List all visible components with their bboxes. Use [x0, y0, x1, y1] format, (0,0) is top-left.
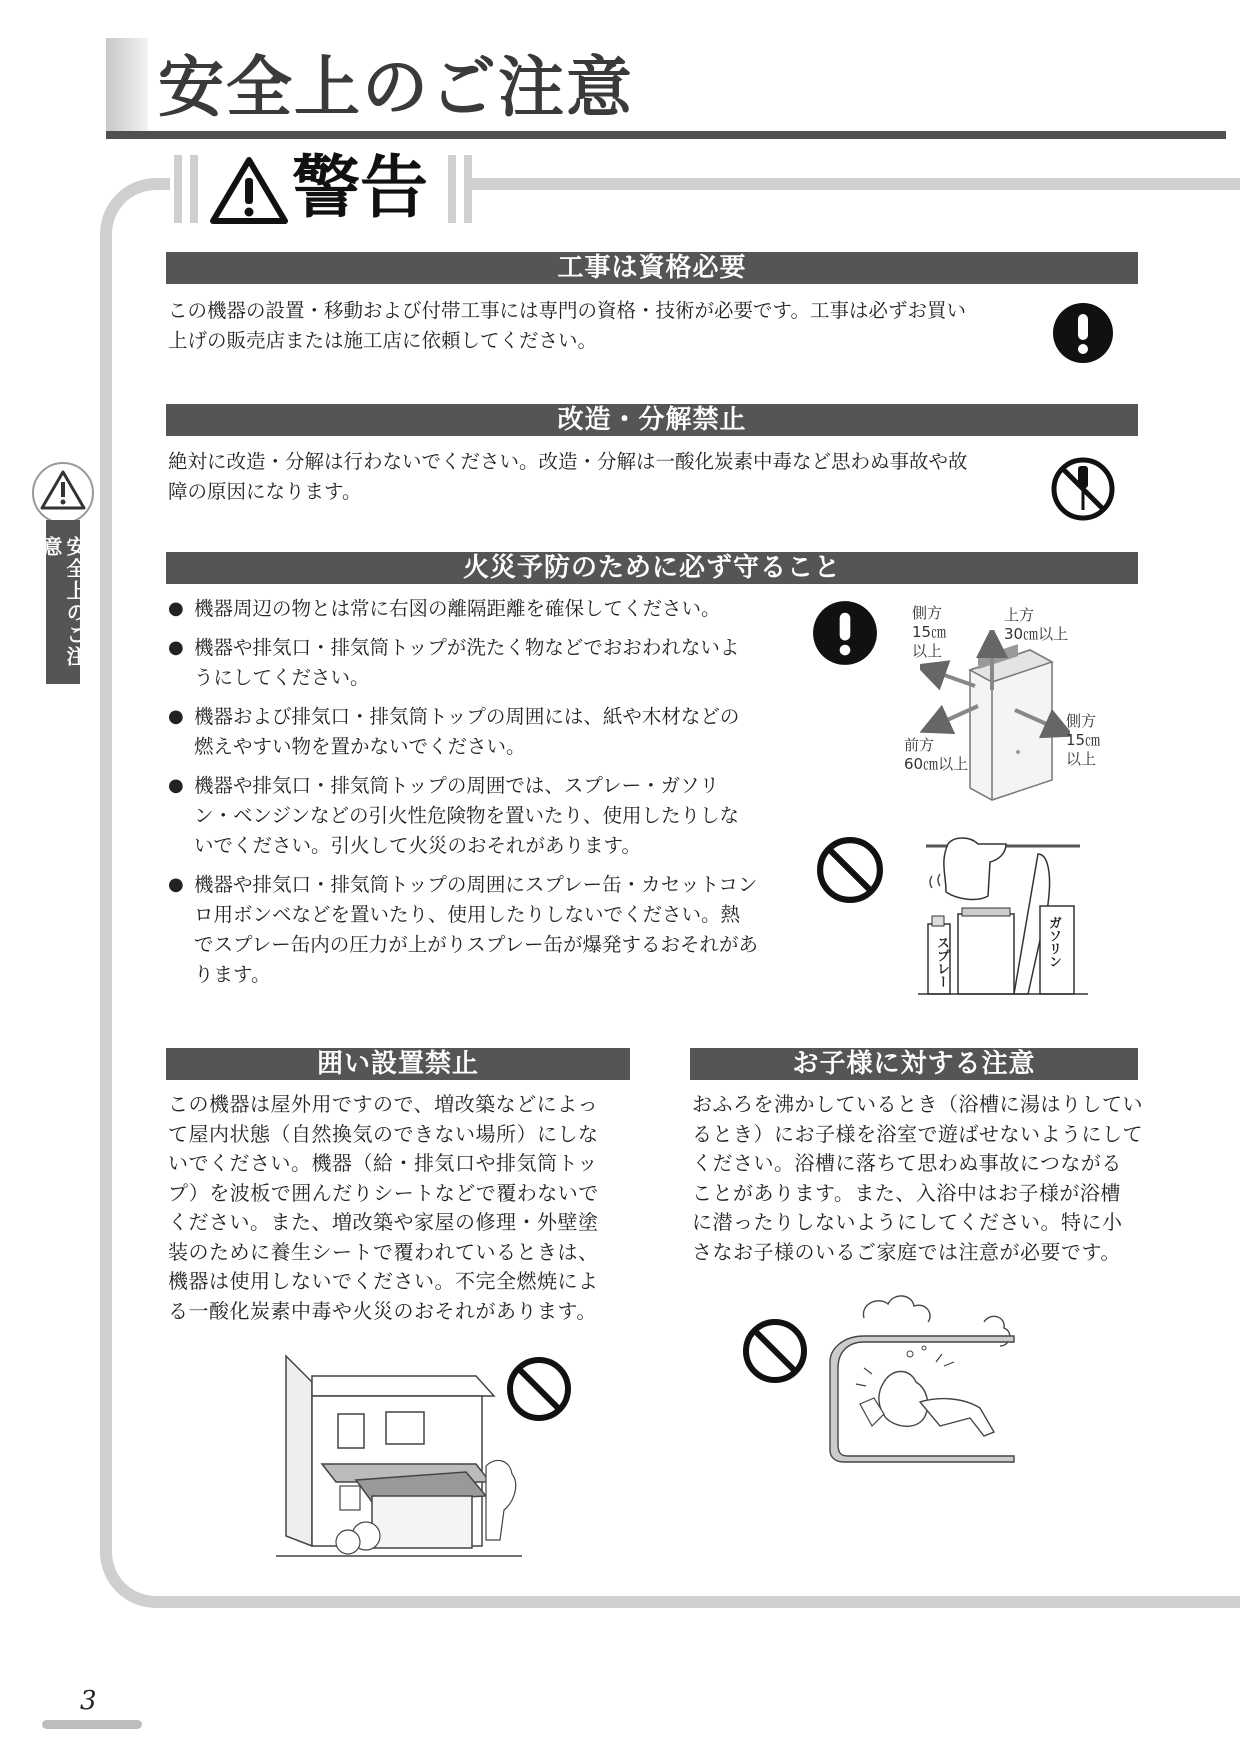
child-bathtub-illustration — [824, 1292, 1020, 1466]
warning-label: 警告 — [292, 149, 429, 228]
page-title: 安全上のご注意 — [158, 49, 634, 126]
children-line: ください。浴槽に落ちて思わぬ事故につながる — [692, 1151, 1122, 1175]
section-heading-fire: 火災予防のために必ず守ること — [166, 552, 1138, 584]
gasoline-can-label: ガソリン — [1046, 916, 1061, 968]
fire-list-item: ● 機器や排気口・排気筒トップが洗たく物などでおおわれないようにしてください。 — [168, 633, 758, 693]
modification-line: 障の原因になります。 — [168, 480, 362, 503]
mandatory-icon — [1052, 302, 1114, 364]
children-line: ことがあります。また、入浴中はお子様が浴槽 — [692, 1180, 1121, 1205]
tab-bar-left-inner — [190, 155, 198, 223]
warning-triangle-icon — [210, 156, 288, 224]
section-heading-modification: 改造・分解禁止 — [166, 404, 1138, 436]
enclosure-line: る一酸化炭素中毒や火災のおそれがあります。 — [168, 1298, 597, 1323]
enclosure-line: いでください。機器（給・排気口や排気筒トッ — [168, 1151, 598, 1175]
clearance-side-left: 側方 15㎝ 以上 — [912, 604, 947, 660]
enclosure-line: 装のために養生シートで覆われているときは、 — [168, 1239, 599, 1264]
children-text — [692, 1090, 1148, 1267]
house-enclosure-illustration — [276, 1346, 522, 1572]
page-number: 3 — [80, 1686, 97, 1716]
qualification-text — [168, 296, 1048, 356]
section-heading-children: お子様に対する注意 — [690, 1048, 1138, 1080]
no-disassembly-icon — [1050, 456, 1116, 522]
enclosure-prohibition-icon — [506, 1356, 572, 1422]
tab-bar-left — [174, 155, 182, 223]
tab-bar-right — [448, 155, 456, 223]
modification-line: 絶対に改造・分解は行わないでください。改造・分解は一酸化炭素中毒など思わぬ事故や故 — [168, 450, 968, 473]
clearance-top: 上方 30㎝以上 — [1004, 606, 1069, 643]
title-accent-bar — [106, 38, 148, 134]
fire-list-item: ● 機器や排気口・排気筒トップの周囲では、スプレー・ガソリン・ベンジンなどの引火性危険物を置いたり、使用したりしないでください。引火して火災のおそれがあります。 — [168, 771, 758, 861]
modification-text — [168, 447, 1048, 507]
fire-list — [168, 594, 758, 999]
page-number-bar — [42, 1720, 142, 1729]
fire-list-item: ● 機器や排気口・排気筒トップの周囲にスプレー缶・カセットコンロ用ボンベなどを置いたり、使用したりしないでください。熱でスプレー缶内の圧力が上がりスプレー缶が爆発するおそれがあります。 — [168, 870, 758, 990]
enclosure-line: プ）を波板で囲んだりシートなどで覆わないで — [168, 1180, 599, 1205]
side-tab-label: 安全上のご注意 — [39, 536, 87, 668]
tab-bar-right-outer — [464, 155, 472, 223]
section-heading-enclosure: 囲い設置禁止 — [166, 1048, 630, 1080]
spray-can-label: スプレー — [934, 936, 949, 988]
children-line: に潜ったりしないようにしてください。特に小 — [692, 1210, 1123, 1234]
qualification-line: 上げの販売店または施工店に依頼してください。 — [168, 329, 598, 352]
enclosure-text — [168, 1090, 638, 1326]
fire-mandatory-icon — [812, 600, 878, 666]
fire-list-item: ● 機器周辺の物とは常に右図の離隔距離を確保してください。 — [168, 594, 758, 624]
enclosure-line: 機器は使用しないでください。不完全燃焼によ — [168, 1269, 599, 1293]
enclosure-line: て屋内状態（自然換気のできない場所）にしな — [168, 1121, 599, 1146]
children-line: おふろを沸かしているとき（浴槽に湯はりしてい — [692, 1092, 1143, 1116]
section-heading-qualification: 工事は資格必要 — [166, 252, 1138, 284]
enclosure-line: ください。また、増改築や家屋の修理・外壁塗 — [168, 1210, 599, 1234]
side-tab — [39, 520, 87, 684]
qualification-line: この機器の設置・移動および付帯工事には専門の資格・技術が必要です。工事は必ずお買い — [168, 299, 966, 322]
children-line: さなお子様のいるご家庭では注意が必要です。 — [692, 1239, 1121, 1264]
children-line: るとき）にお子様を浴室で遊ばせないようにして — [692, 1121, 1143, 1146]
enclosure-line: この機器は屋外用ですので、増改築などによっ — [168, 1092, 599, 1116]
side-warning-icon — [28, 462, 98, 524]
clearance-front: 前方 60㎝以上 — [904, 736, 969, 773]
fire-prohibition-icon — [816, 836, 884, 904]
clearance-side-right: 側方 15㎝ 以上 — [1066, 712, 1101, 768]
fire-list-item: ● 機器および排気口・排気筒トップの周囲には、紙や木材などの燃えやすい物を置かないでください。 — [168, 702, 758, 762]
title-rule — [106, 131, 1226, 139]
children-prohibition-icon — [742, 1318, 808, 1384]
